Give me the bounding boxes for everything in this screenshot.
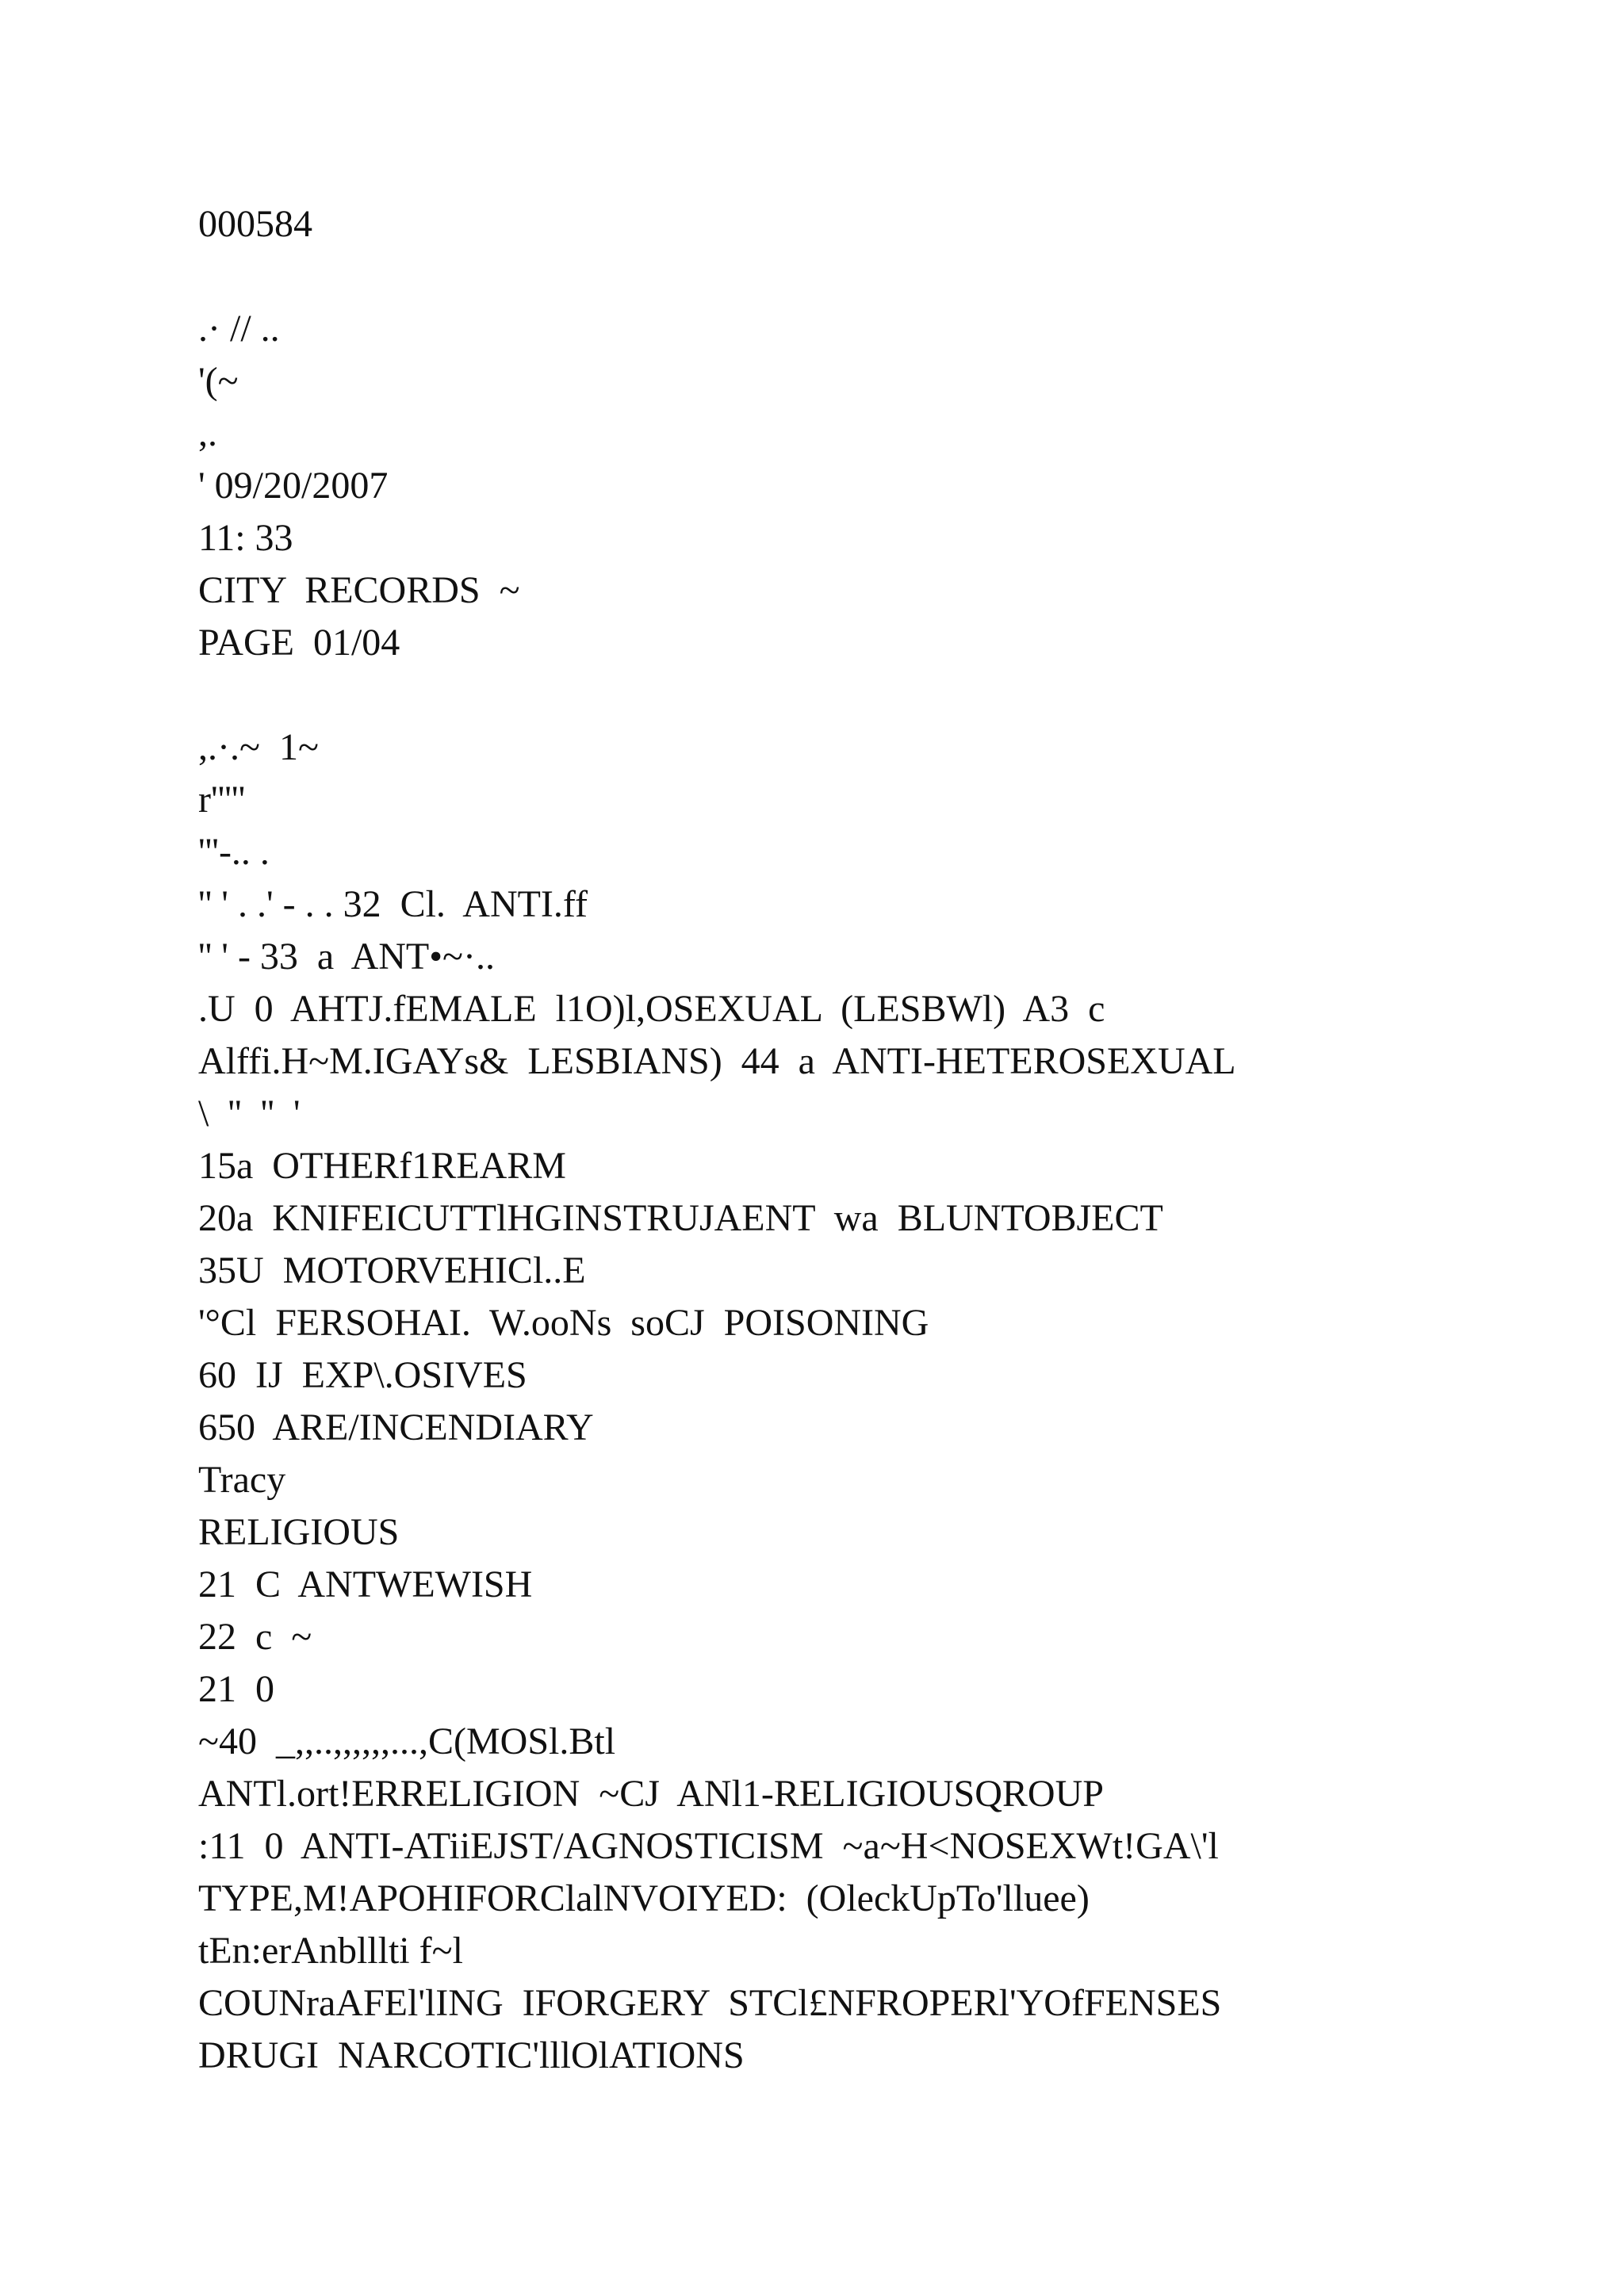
fax-sender: CITY RECORDS ~ (198, 569, 520, 611)
ocr-fragment: .· // .. (198, 308, 280, 350)
blank-line (198, 251, 1586, 303)
record-number: 000584 (198, 203, 312, 245)
ocr-fragment: r''''' (198, 779, 246, 821)
form-line: Alffi.H~M.IGAYs& LESBIANS) 44 a ANTI-HETEROSEXUAL (198, 1040, 1236, 1082)
religious-line: :11 0 ANTI-ATiiEJST/AGNOSTICISM ~a~H<NOSEXWt!GA\'l (198, 1825, 1219, 1867)
section-heading: RELIGIOUS (198, 1511, 400, 1553)
religious-line: 22 c ~ (198, 1616, 312, 1658)
weapon-line: 15a OTHERf1REARM (198, 1145, 566, 1187)
ocr-fragment: \ '' '' ' (198, 1093, 301, 1135)
ocr-fragment: ,. (198, 412, 217, 454)
religious-line: ANTl.ort!ERRELIGION ~CJ ANl1-RELIGIOUSQROUP (198, 1773, 1104, 1815)
weapon-line: 20a KNIFEICUTTlHGINSTRUJAENT wa BLUNTOBJECT (198, 1197, 1163, 1239)
form-line: '' ' . .' - . . 32 Cl. ANTI.ff (198, 883, 588, 925)
blank-line (198, 669, 1586, 721)
weapon-line: 35U MOTORVEHICl..E (198, 1249, 586, 1292)
form-line: .U 0 AHTJ.fEMALE l1O)l,OSEXUAL (LESBWl) A3 c (198, 988, 1105, 1030)
weapon-line: 650 ARE/INCENDIARY (198, 1406, 594, 1448)
ocr-fragment: ,.·.~ 1~ (198, 726, 319, 768)
religious-line: ~40 _,,..,,,,,,...,C(MOSl.Btl (198, 1720, 616, 1762)
fax-date: ' 09/20/2007 (198, 465, 389, 507)
handwritten-name: Tracy (198, 1459, 286, 1501)
form-line: TYPE,M!APOHIFORClalNVOIYED: (OleckUpTo'lluee) (198, 1877, 1090, 1919)
ocr-fragment: '''-.. . (198, 831, 270, 873)
weapon-line: 60 IJ EXP\.OSIVES (198, 1354, 527, 1396)
ocr-fragment: '(~ (198, 360, 239, 402)
religious-line: 21 C ANTWEWISH (198, 1563, 533, 1605)
ocr-fragment: tEn:erAnblllti f~l (198, 1930, 463, 1972)
offense-line: COUNraAFEl'lING IFORGERY STCl£NFROPERl'YOfFENSES (198, 1982, 1222, 2024)
fax-time: 11: 33 (198, 517, 293, 559)
weapon-line: '°Cl FERSOHAI. W.ooNs soCJ POISONING (198, 1302, 929, 1344)
form-line: '' ' - 33 a ANT•~·.. (198, 936, 495, 978)
page-count: PAGE 01/04 (198, 622, 400, 664)
religious-line: 21 0 (198, 1668, 274, 1710)
offense-line: DRUGI NARCOTIC'lllOlATIONS (198, 2034, 745, 2076)
document-text (198, 198, 1586, 2082)
